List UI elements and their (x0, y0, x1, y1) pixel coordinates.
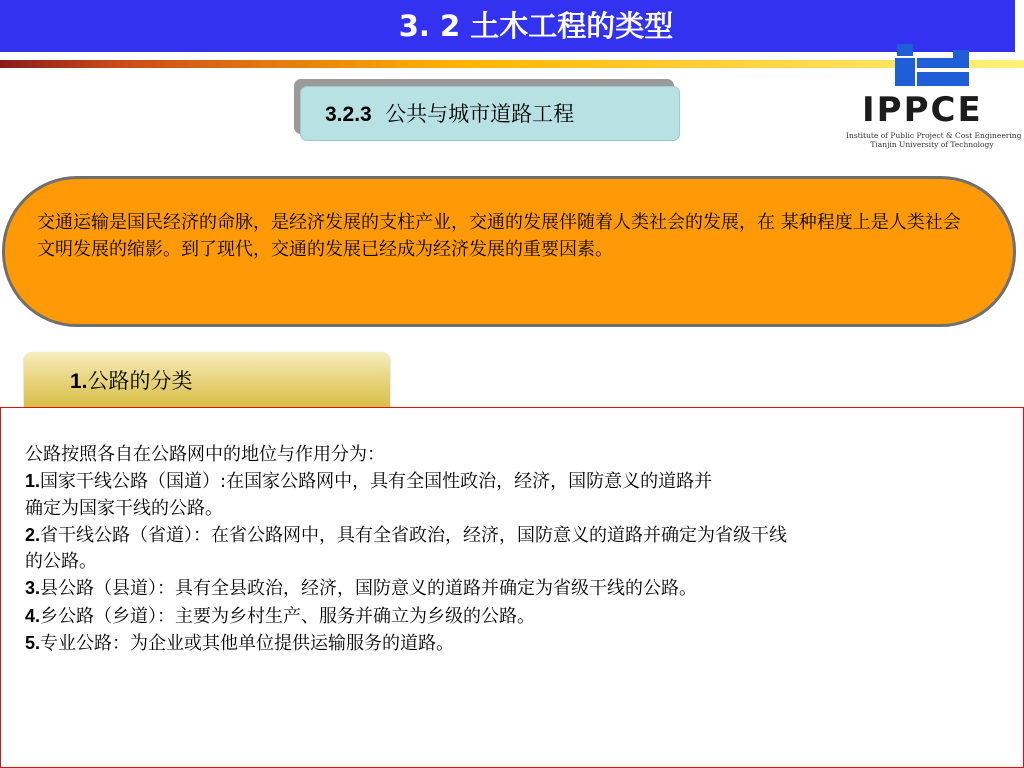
intro-text: 交通运输是国民经济的命脉，是经济发展的支柱产业，交通的发展伴随着人类社会的发展，在 某种程度上是人类社会文明发展的缩影。到了现代，交通的发展已经成为经济发展的重要因素。 (37, 212, 961, 260)
subsection-number: 3.2.3 (325, 103, 372, 126)
list-item-text: 乡公路（乡道）：主要为乡村生产、服务并确立为乡级的公路。 (40, 605, 536, 627)
list-item-3 (25, 575, 1010, 602)
list-item-number: 2. (25, 524, 41, 545)
list-item-text: 国家干线公路（国道）:在国家公路网中，具有全国性政治，经济，国防意义的道路并 (40, 471, 713, 493)
list-item-number: 3. (25, 578, 41, 599)
slide-title: 3. 2 土木工程的类型 (398, 9, 674, 43)
section-number: 1. (70, 370, 88, 393)
content-intro-line: 公路按照各自在公路网中的地位与作用分为： (25, 444, 385, 465)
section-title: 公路的分类 (87, 369, 193, 393)
subsection-tab (300, 86, 680, 141)
list-item-number: 4. (25, 605, 41, 626)
list-item-text: 专业公路：为企业或其他单位提供运输服务的道路。 (40, 633, 455, 655)
list-item-5 (25, 630, 1010, 657)
list-item-number: 5. (25, 633, 41, 654)
logo-subtitle-institute: Institute of Public Project & Cost Engineering (846, 131, 1022, 140)
logo-subtitle-university: Tianjin University of Technology (870, 140, 994, 149)
subsection-heading (325, 87, 574, 142)
list-item-2-line-2: 的公路。 (25, 551, 97, 573)
intro-callout (2, 176, 1016, 327)
list-item-text: 省干线公路（省道）：在省公路网中，具有全省政治，经济，国防意义的道路并确定为省级干线 (40, 524, 788, 546)
list-item-4 (25, 603, 1010, 630)
list-item-1-line-2: 确定为国家干线的公路。 (25, 497, 223, 519)
subsection-title: 公共与城市道路工程 (385, 102, 575, 126)
list-item-2-line-1 (25, 522, 1010, 549)
list-item-text: 县公路（县道）：具有全县政治，经济，国防意义的道路并确定为省级干线的公路。 (40, 578, 698, 600)
section-tab (24, 352, 390, 408)
content-panel (0, 407, 1024, 768)
logo-wordmark: IPPCE (862, 90, 983, 130)
section-heading (70, 352, 193, 408)
list-item-number: 1. (25, 471, 41, 492)
content-text (25, 442, 1010, 657)
list-item-1-line-1 (25, 468, 1010, 495)
ippce-logo (840, 44, 1020, 152)
